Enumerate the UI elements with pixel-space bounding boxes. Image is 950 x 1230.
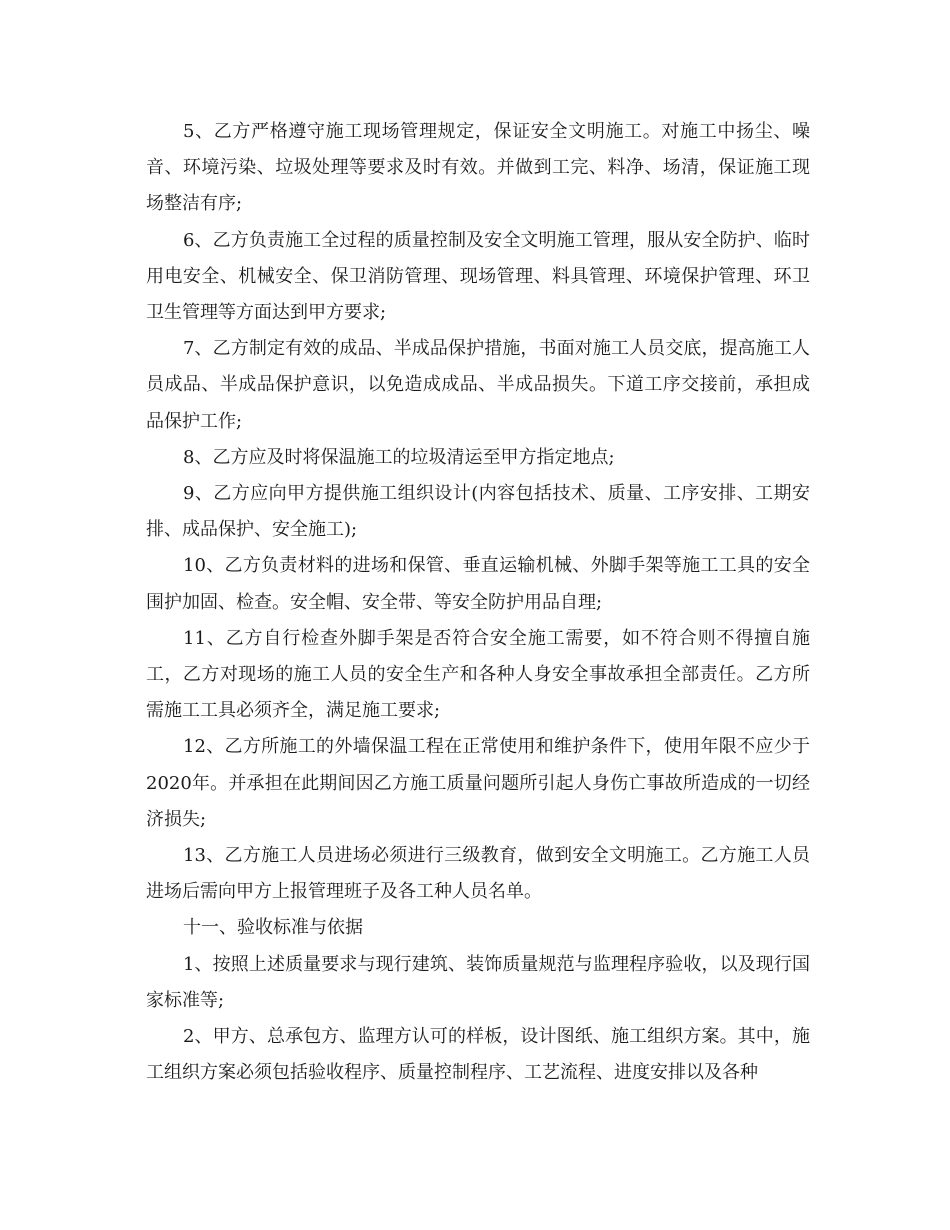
clause-6: 6、乙方负责施工全过程的质量控制及安全文明施工管理，服从安全防护、临时用电安全、机械安全、保卫消防管理、现场管理、料具管理、环境保护管理、环卫卫生管理等方面达到甲方要求; xyxy=(146,229,810,324)
section-heading-acceptance-standards: 十一、验收标准与依据 xyxy=(183,917,363,939)
clause-13: 13、乙方施工人员进场必须进行三级教育，做到安全文明施工。乙方施工人员进场后需向甲方上报管理班子及各工种人员名单。 xyxy=(146,845,810,903)
clause-7: 7、乙方制定有效的成品、半成品保护措施，书面对施工人员交底，提高施工人员成品、半成品保护意识，以免造成成品、半成品损失。下道工序交接前，承担成品保护工作; xyxy=(146,338,810,432)
clause-12: 12、乙方所施工的外墙保温工程在正常使用和维护条件下，使用年限不应少于2020年。并承担在此期间因乙方施工质量问题所引起人身伤亡事故所造成的一切经济损失; xyxy=(146,736,810,830)
clause-10: 10、乙方负责材料的进场和保管、垂直运输机械、外脚手架等施工工具的安全围护加固、检查。安全帽、安全带、等安全防护用品自理; xyxy=(146,555,810,613)
clause-8: 8、乙方应及时将保温施工的垃圾清运至甲方指定地点; xyxy=(183,446,615,468)
clause-11: 11、乙方自行检查外脚手架是否符合安全施工需要，如不符合则不得擅自施工，乙方对现场的施工人员的安全生产和各种人身安全事故承担全部责任。乙方所需施工工具必须齐全，满足施工要求; xyxy=(146,627,810,722)
clause-9: 9、乙方应向甲方提供施工组织设计(内容包括技术、质量、工序安排、工期安排、成品保护、安全施工); xyxy=(146,483,810,541)
clause-5: 5、乙方严格遵守施工现场管理规定，保证安全文明施工。对施工中扬尘、噪音、环境污染、垃圾处理等要求及时有效。并做到工完、料净、场清，保证施工现场整洁有序; xyxy=(146,121,810,215)
document-body xyxy=(146,114,810,1091)
acceptance-item-1: 1、按照上述质量要求与现行建筑、装饰质量规范与监理程序验收，以及现行国家标准等; xyxy=(146,953,810,1011)
acceptance-item-2: 2、甲方、总承包方、监理方认可的样板，设计图纸、施工组织方案。其中，施工组织方案必须包括验收程序、质量控制程序、工艺流程、进度安排以及各种 xyxy=(146,1026,810,1084)
